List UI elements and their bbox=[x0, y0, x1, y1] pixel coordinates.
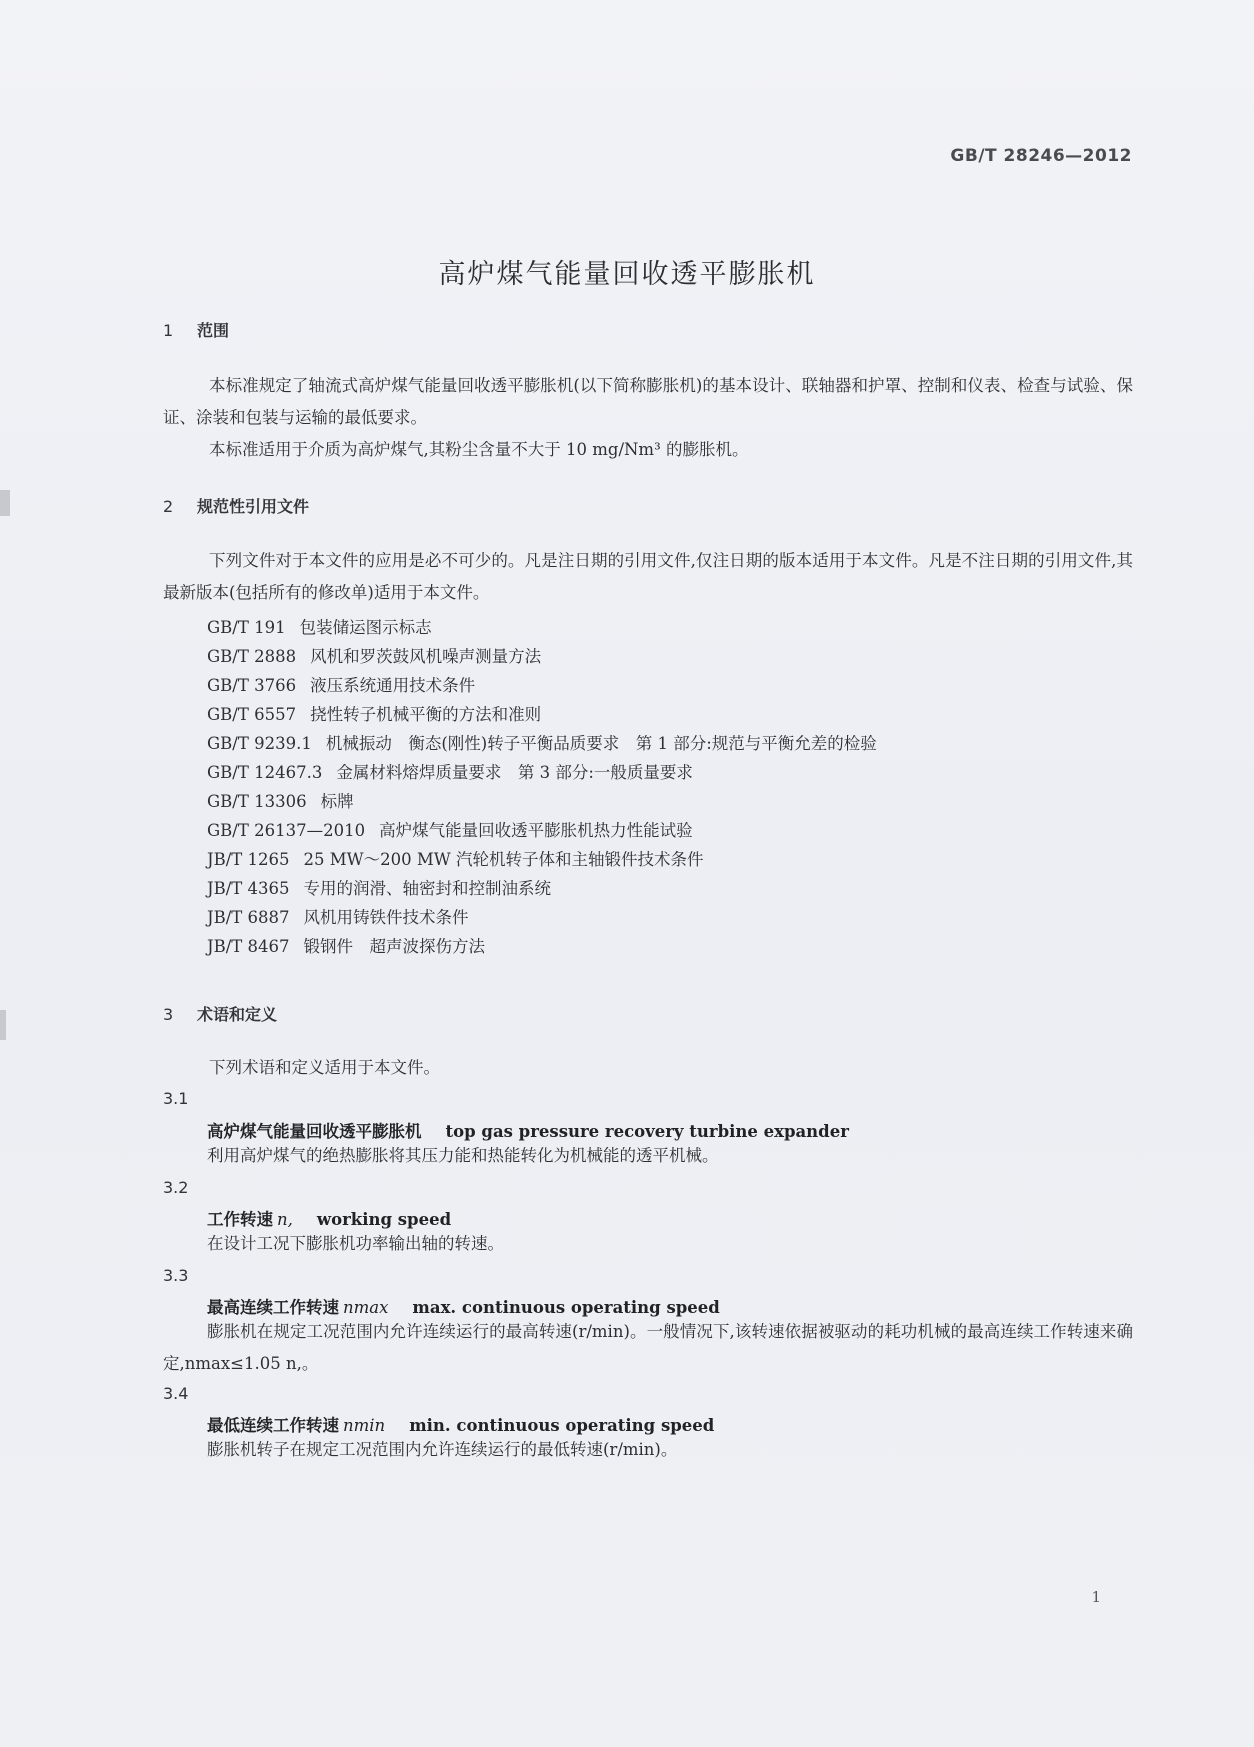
section-1-paragraph: 本标准规定了轴流式高炉煤气能量回收透平膨胀机(以下简称膨胀机)的基本设计、联轴器和护罩、控制和仪表、检查与试验、保证、涂装和包装与运输的最低要求。 bbox=[163, 376, 1133, 427]
term-heading: 工作转速 n, working speed bbox=[207, 1210, 452, 1229]
reference-item: GB/T 3766 液压系统通用技术条件 bbox=[207, 676, 476, 695]
term-heading: 最低连续工作转速 nmin min. continuous operating speed bbox=[207, 1416, 715, 1435]
term-heading: 高炉煤气能量回收透平膨胀机 top gas pressure recovery turbine expander bbox=[207, 1122, 849, 1141]
scan-edge-mark bbox=[0, 1010, 6, 1040]
section-2-heading bbox=[163, 494, 309, 517]
page-number: 1 bbox=[1091, 1588, 1101, 1606]
reference-item: JB/T 8467 锻钢件 超声波探伤方法 bbox=[207, 937, 486, 956]
reference-item: GB/T 26137—2010 高炉煤气能量回收透平膨胀机热力性能试验 bbox=[207, 821, 693, 840]
section-3-intro: 下列术语和定义适用于本文件。 bbox=[209, 1058, 440, 1077]
section-1-heading bbox=[163, 318, 229, 341]
term-number: 3.2 bbox=[163, 1178, 189, 1197]
section-3-heading bbox=[163, 1002, 277, 1025]
term-number: 3.1 bbox=[163, 1089, 189, 1108]
term-heading: 最高连续工作转速 nmax max. continuous operating speed bbox=[207, 1298, 720, 1317]
term-definition: 利用高炉煤气的绝热膨胀将其压力能和热能转化为机械能的透平机械。 bbox=[207, 1146, 719, 1165]
reference-item: GB/T 9239.1 机械振动 衡态(刚性)转子平衡品质要求 第 1 部分:规范与平衡允差的检验 bbox=[207, 734, 877, 753]
document-title: 高炉煤气能量回收透平膨胀机 bbox=[438, 259, 816, 290]
term-definition: 膨胀机在规定工况范围内允许连续运行的最高转速(r/min)。一般情况下,该转速依据被驱动的耗功机械的最高连续工作转速来确定,nmax≤1.05 n,。 bbox=[163, 1322, 1133, 1373]
section-2-intro: 下列文件对于本文件的应用是必不可少的。凡是注日期的引用文件,仅注日期的版本适用于本文件。凡是不注日期的引用文件,其最新版本(包括所有的修改单)适用于本文件。 bbox=[163, 551, 1133, 602]
reference-item: JB/T 6887 风机用铸铁件技术条件 bbox=[207, 908, 469, 927]
term-number: 3.4 bbox=[163, 1384, 189, 1403]
reference-item: GB/T 6557 挠性转子机械平衡的方法和准则 bbox=[207, 705, 542, 724]
term-definition: 膨胀机转子在规定工况范围内允许连续运行的最低转速(r/min)。 bbox=[207, 1440, 678, 1459]
scan-edge-mark bbox=[0, 490, 10, 516]
reference-item: GB/T 12467.3 金属材料熔焊质量要求 第 3 部分:一般质量要求 bbox=[207, 763, 693, 782]
term-definition: 在设计工况下膨胀机功率输出轴的转速。 bbox=[207, 1234, 504, 1253]
reference-item: JB/T 4365 专用的润滑、轴密封和控制油系统 bbox=[207, 879, 552, 898]
section-title: 术语和定义 bbox=[197, 1005, 278, 1024]
reference-item: GB/T 13306 标牌 bbox=[207, 792, 354, 811]
section-number: 2 bbox=[163, 497, 174, 516]
section-number: 3 bbox=[163, 1005, 174, 1024]
reference-item: JB/T 1265 25 MW～200 MW 汽轮机转子体和主轴锻件技术条件 bbox=[207, 850, 704, 869]
section-1-paragraph: 本标准适用于介质为高炉煤气,其粉尘含量不大于 10 mg/Nm³ 的膨胀机。 bbox=[209, 440, 749, 459]
reference-item: GB/T 2888 风机和罗茨鼓风机噪声测量方法 bbox=[207, 647, 542, 666]
reference-item: GB/T 191 包装储运图示标志 bbox=[207, 618, 432, 637]
section-title: 范围 bbox=[197, 321, 230, 340]
section-number: 1 bbox=[163, 321, 174, 340]
section-title: 规范性引用文件 bbox=[197, 497, 310, 516]
standard-code: GB/T 28246—2012 bbox=[950, 146, 1132, 166]
term-number: 3.3 bbox=[163, 1266, 189, 1285]
